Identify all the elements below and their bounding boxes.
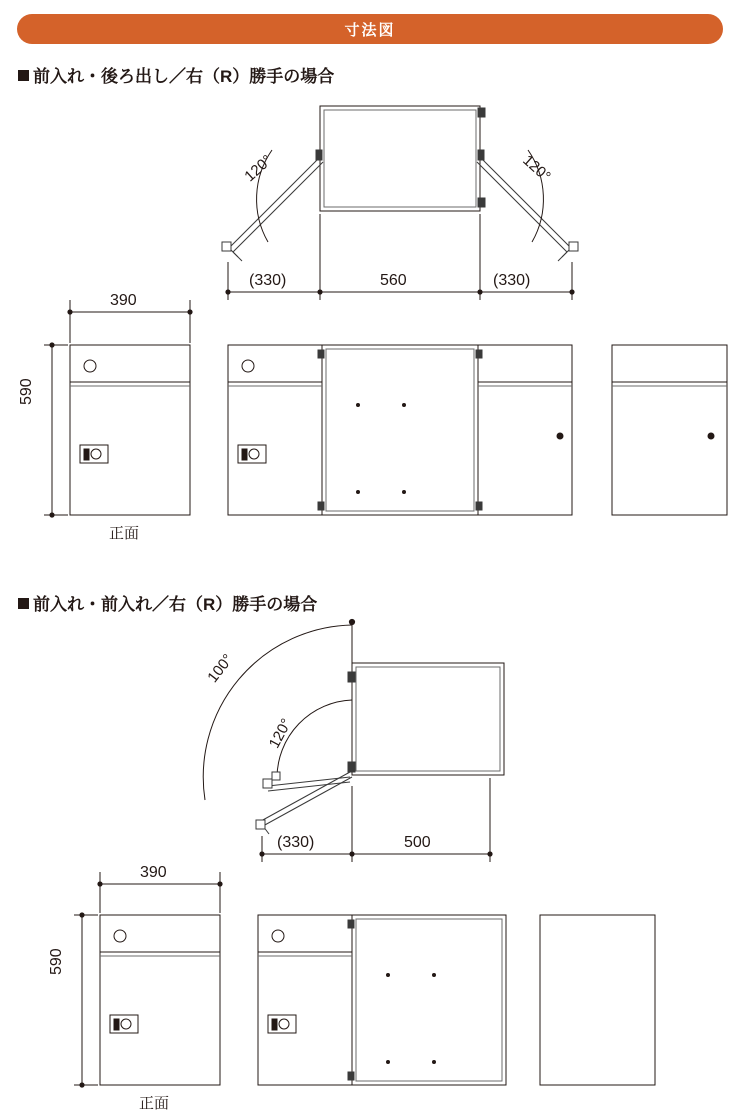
section-1-front-caption: 正面 [109, 525, 140, 542]
section-1-height-dim: 590 [18, 378, 35, 405]
section-2-width-dim: 390 [140, 864, 167, 881]
section-2-front-caption: 正面 [139, 1095, 170, 1112]
section-1-angle-left: 120° [241, 151, 276, 186]
section-1-dim-left: (330) [249, 272, 287, 289]
section-2-dim-right: 500 [404, 834, 431, 851]
section-2-angle-outer: 100° [204, 651, 237, 686]
section-2-angle-inner: 120° [265, 715, 296, 752]
section-1-angle-right: 120° [519, 151, 554, 186]
section-1-title-text: 前入れ・後ろ出し／右（R）勝手の場合 [33, 67, 335, 86]
section-1-dim-center: 560 [380, 272, 407, 289]
section-2-height-dim: 590 [48, 948, 65, 975]
section-2-title-text: 前入れ・前入れ／右（R）勝手の場合 [33, 595, 318, 614]
section-2-dim-left: (330) [277, 834, 315, 851]
page-title: 寸法図 [344, 21, 396, 39]
section-1-dim-right: (330) [493, 272, 531, 289]
section-1-width-dim: 390 [110, 292, 137, 309]
